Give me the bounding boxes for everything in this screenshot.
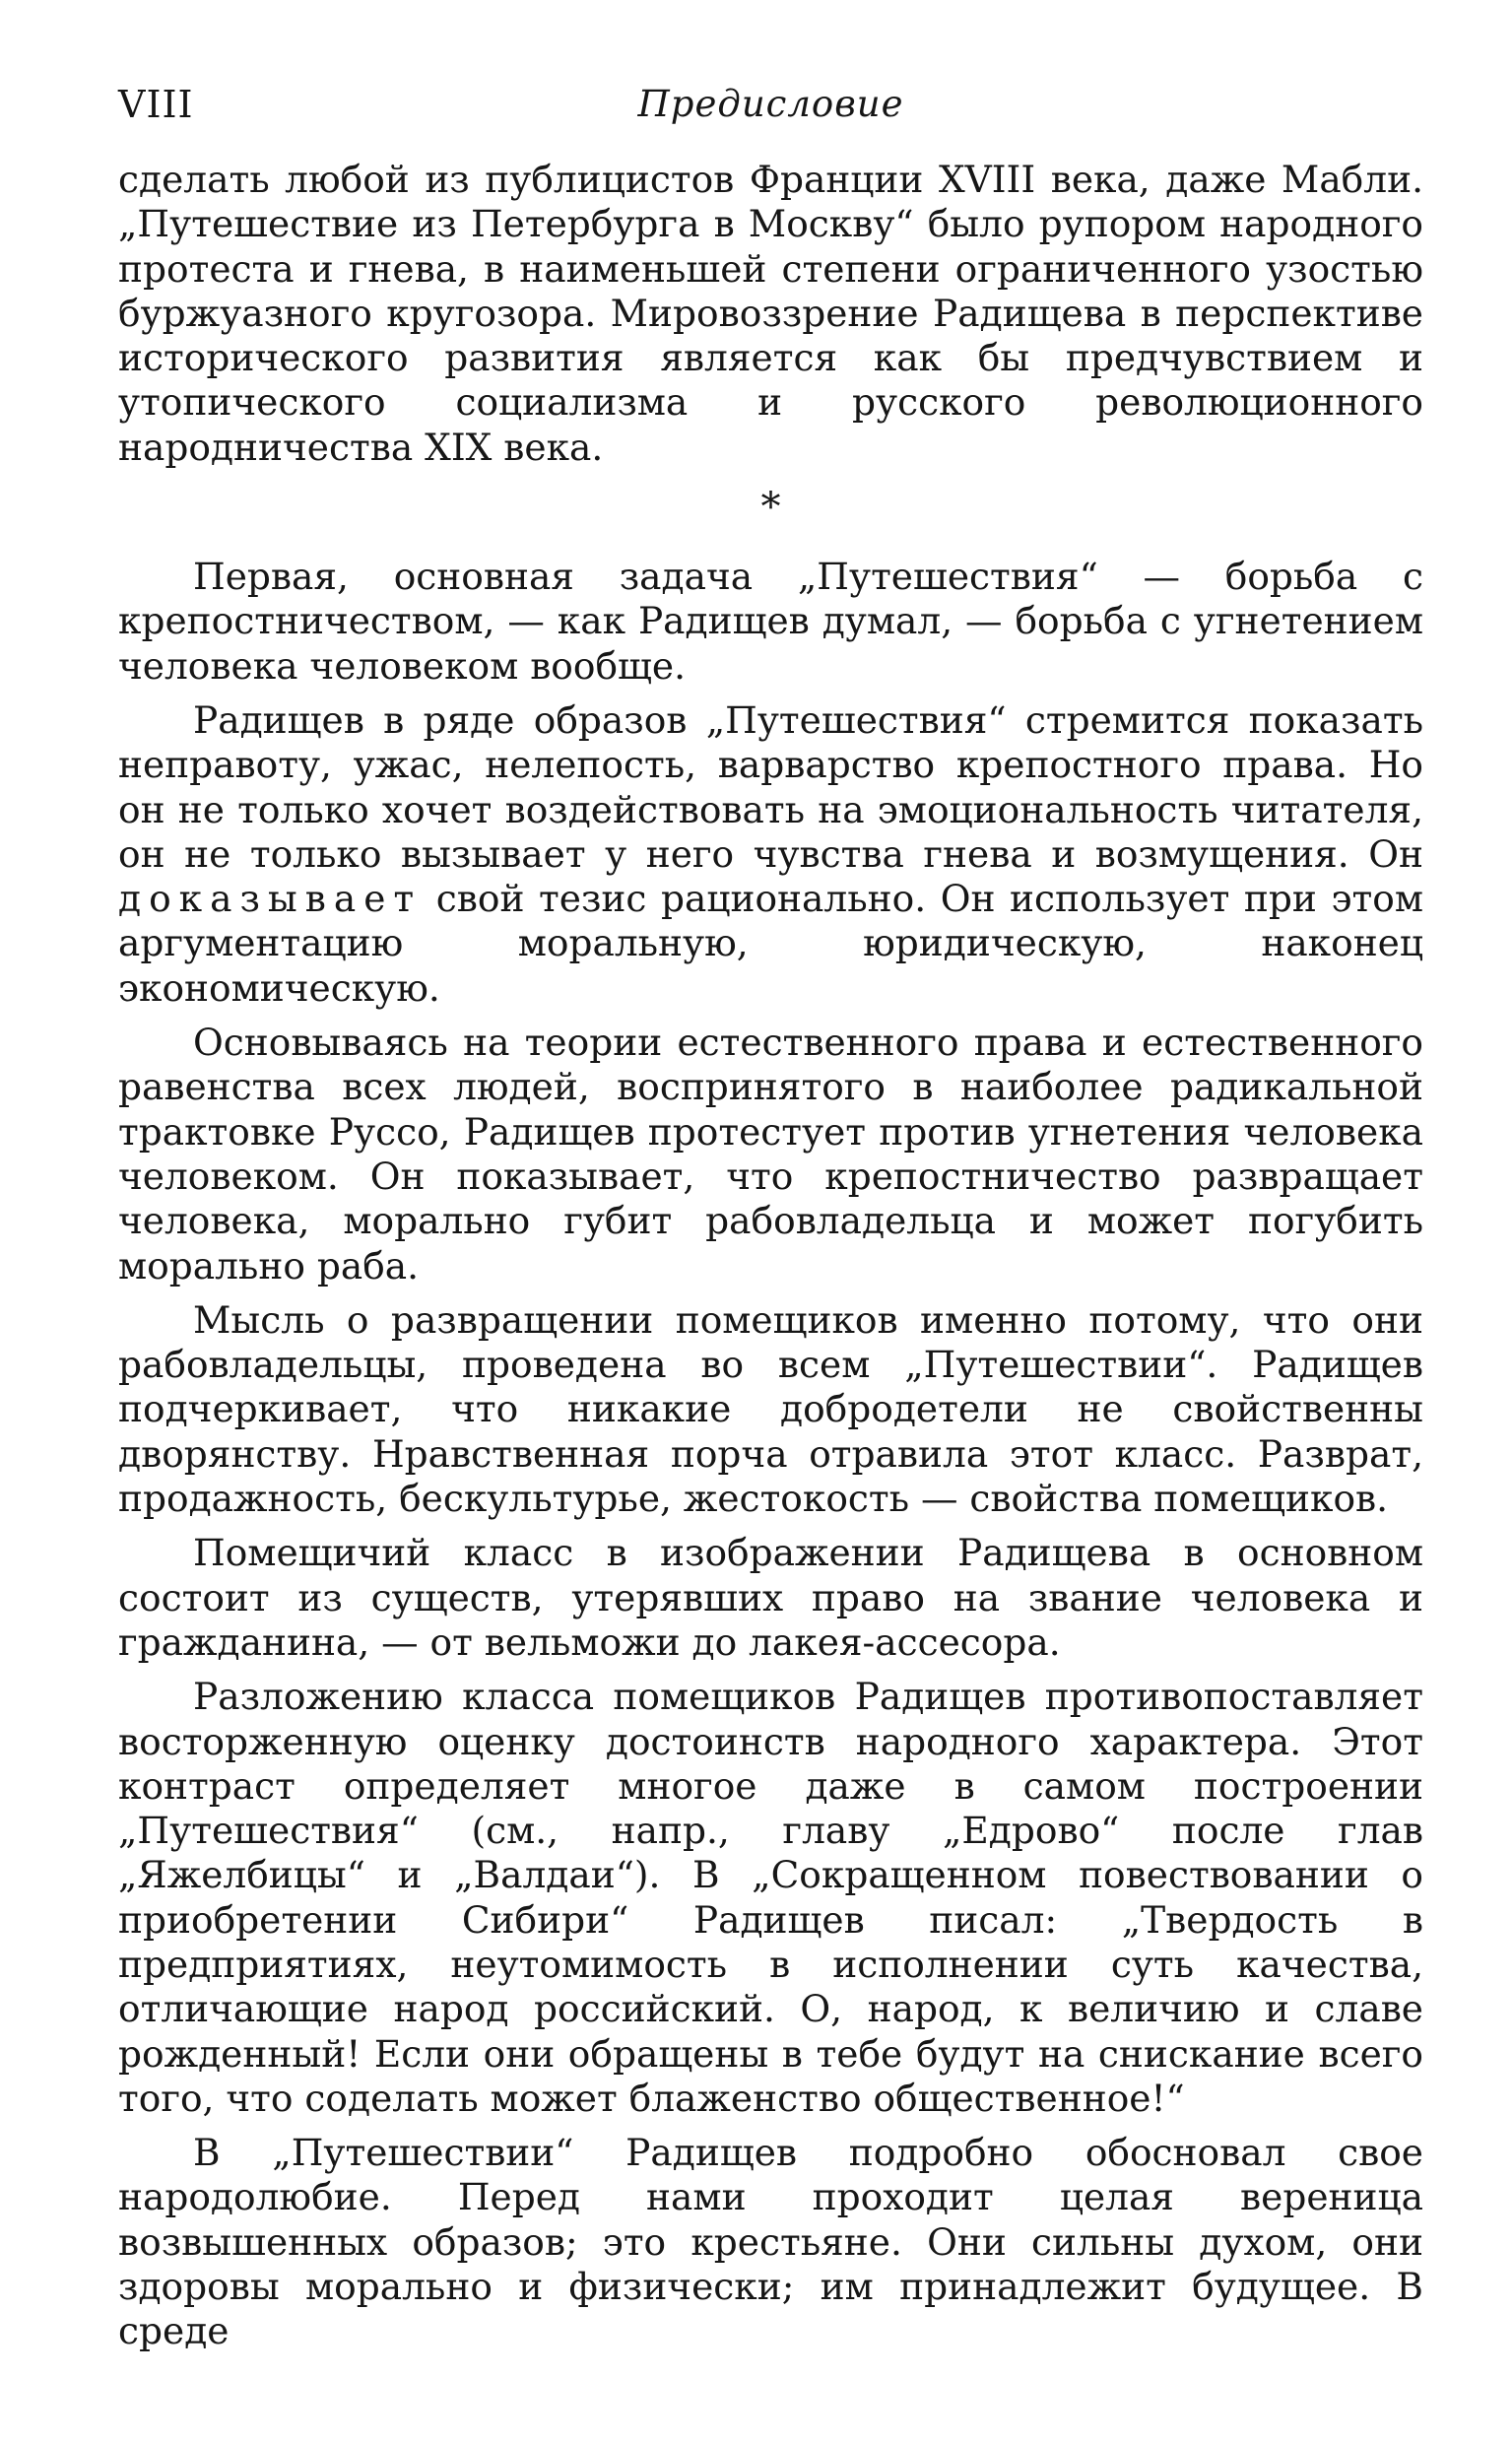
paragraph: Первая, основная задача „Путешествия“ — борьба с крепостничеством, — как Радищев думал, — борьба с угнетением человека человеком вообще. — [118, 555, 1423, 688]
paragraph: В „Путешествии“ Радищев подробно обосновал свое народолюбие. Перед нами проходит целая вереница возвышенных образов; это крестьяне. Они сильны духом, они здоровы морально и физически; им принадлежит будущее. В среде — [118, 2131, 1423, 2353]
paragraph: Помещичий класс в изображении Радищева в основном состоит из существ, утерявших право на звание человека и гражданина, — от вельможи до лакея-ассесора. — [118, 1531, 1423, 1664]
page-number: VIII — [118, 83, 194, 126]
running-head: Предисловие — [637, 83, 904, 125]
paragraph: Разложению класса помещиков Радищев противопоставляет восторженную оценку достоинств народного характера. Этот контраст определяет многое даже в самом построении „Путешествия“ (см., напр., главу „Едрово“ после глав „Яжелбицы“ и „Валдаи“). В „Сокращенном повествовании о приобретении Сибири“ Радищев писал: „Твердость в предприятиях, неутомимость в исполнении суть качества, отличающие народ российский. О, народ, к величию и славе рожденный! Если они обращены в тебе будут на снискание всего того, что соделать может блаженство общественное!“ — [118, 1675, 1423, 2120]
body-text — [118, 158, 1423, 2354]
paragraph: Основываясь на теории естественного права и естественного равенства всех людей, воспринятого в наиболее радикальной трактовке Руссо, Радищев протестует против угнетения человека человеком. Он показывает, что крепостничество развращает человека, морально губит рабовладельца и может погубить морально раба. — [118, 1021, 1423, 1288]
paragraph: сделать любой из публицистов Франции XVIII века, даже Мабли. „Путешествие из Петербурга в Москву“ было рупором народного протеста и гнева, в наименьшей степени ограниченного узостью буржуазного кругозора. Мировоззрение Радищева в перспективе исторического развития является как бы предчувствием и утопического социализма и русского революционного народничества XIX века. — [118, 158, 1423, 469]
book-page — [118, 77, 1423, 2402]
page-header — [118, 77, 1423, 146]
section-separator: * — [760, 485, 781, 531]
paragraph-text: свой тезис рационально. Он использует при этом аргументацию моральную, юридическую, наконец экономическую. — [118, 877, 1423, 1010]
paragraph-text: Радищев в ряде образов „Путешествия“ стремится показать неправоту, ужас, нелепость, варварство крепостного права. Но он не только хочет воздействовать на эмоциональность читателя, он не только вызывает у него чувства гнева и возмущения. Он — [118, 697, 1423, 876]
paragraph: Мысль о развращении помещиков именно потому, что они рабовладельцы, проведена во всем „Путешествии“. Радищев подчеркивает, что никакие добродетели не свойственны дворянству. Нравственная порча отравила этот класс. Разврат, продажность, бескультурье, жестокость — свойства помещиков. — [118, 1297, 1423, 1521]
paragraph — [118, 698, 1423, 1011]
emphasized-word: доказывает — [118, 877, 423, 921]
